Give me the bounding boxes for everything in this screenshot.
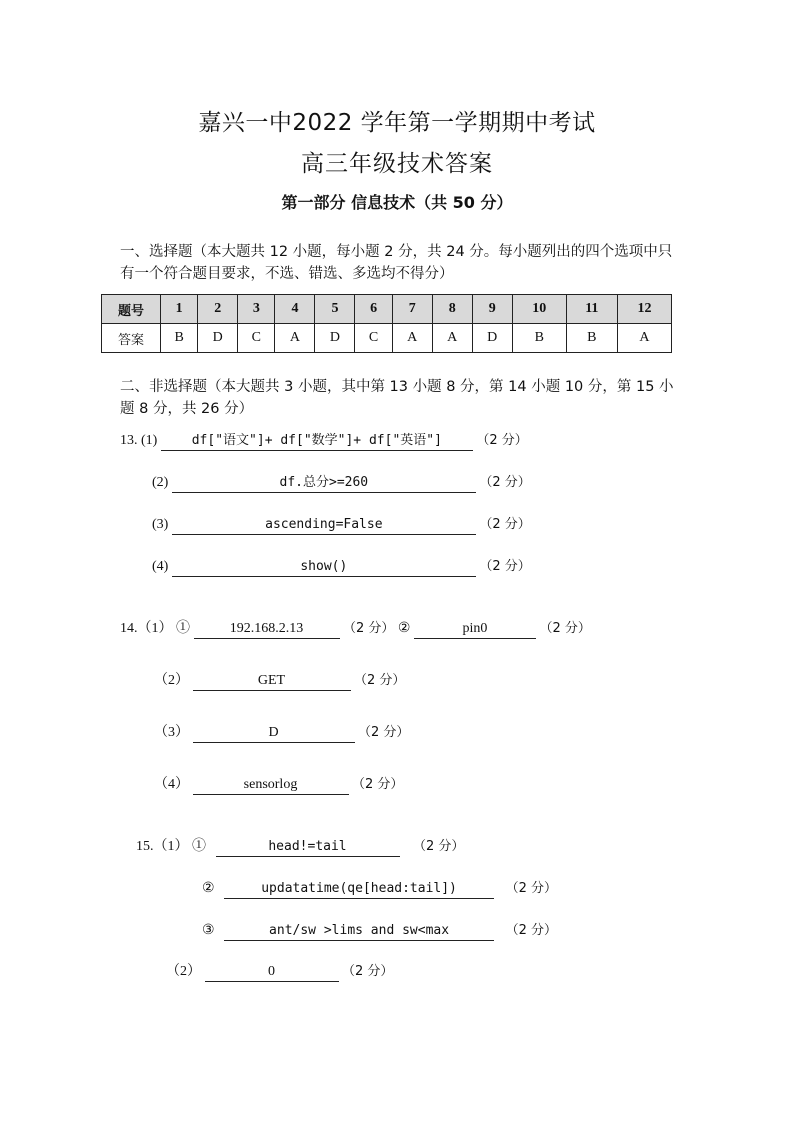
question-number: 11 <box>566 295 617 324</box>
q14-item-number: （2） <box>154 673 189 688</box>
q14-points: （2 分） <box>539 621 591 636</box>
q13-label: 13. <box>120 433 138 448</box>
question-number: 7 <box>392 295 432 324</box>
exam-subtitle: 高三年级技术答案 <box>301 151 493 177</box>
question-number: 1 <box>161 295 198 324</box>
q13-answer-1: df["语文"]+ df["数学"]+ df["英语"] <box>161 432 473 451</box>
q15-points: （2 分） <box>505 881 557 896</box>
part-heading: 第一部分 信息技术（共 50 分） <box>281 193 513 212</box>
q14-item-number: （1） <box>137 621 173 636</box>
answer-table-header-row <box>102 295 672 324</box>
q14-answer-2: GET <box>193 672 351 691</box>
q13-points: （2 分） <box>476 433 528 448</box>
q14-item-number: （3） <box>154 725 189 740</box>
q13-points: （2 分） <box>479 475 531 490</box>
answer-cell: C <box>355 324 392 353</box>
answer-cell: B <box>161 324 198 353</box>
q13-item-number: (1) <box>141 433 158 448</box>
q15-points: （2 分） <box>505 923 557 938</box>
answer-cell: A <box>432 324 472 353</box>
q13-points: （2 分） <box>479 559 531 574</box>
q15-answer-1b: updatatime(qe[head:tail]) <box>224 880 494 899</box>
q14-answer-1b: pin0 <box>414 620 536 639</box>
q15-sub-number: ③ <box>202 923 215 938</box>
question-number: 3 <box>238 295 275 324</box>
q15-label: 15. <box>136 839 154 854</box>
question-number: 9 <box>472 295 512 324</box>
question-number: 2 <box>198 295 238 324</box>
section2-heading: 二、非选择题（本大题共 3 小题，其中第 13 小题 8 分，第 14 小题 10 分，第 15 小题 8 分，共 26 分） <box>120 379 674 417</box>
question-number: 12 <box>617 295 671 324</box>
q14-points: （2 分） <box>358 725 410 740</box>
q15-answer-2: 0 <box>205 963 339 982</box>
q14-row1 <box>120 617 591 639</box>
q14-answer-1a: 192.168.2.13 <box>194 620 340 639</box>
q13-row1 <box>120 429 528 451</box>
table-answer-label: 答案 <box>102 324 161 353</box>
q14-points: （2 分） <box>343 621 395 636</box>
section1-heading: 一、选择题（本大题共 12 小题，每小题 2 分，共 24 分。每小题列出的四个选项中只有一个符合题目要求，不选、错选、多选均不得分） <box>120 244 673 282</box>
q15-row1 <box>136 835 464 857</box>
q13-item-number: (2) <box>152 475 169 490</box>
q15-row2 <box>202 877 557 899</box>
answer-cell: B <box>566 324 617 353</box>
question-number: 10 <box>512 295 566 324</box>
q14-row2 <box>154 669 405 691</box>
q14-answer-4: sensorlog <box>193 776 349 795</box>
q13-row4 <box>152 555 531 577</box>
q13-points: （2 分） <box>479 517 531 532</box>
answer-cell: A <box>392 324 432 353</box>
answer-cell: D <box>315 324 355 353</box>
q15-answer-1c: ant/sw >lims and sw<max <box>224 922 494 941</box>
q14-answer-3: D <box>193 724 355 743</box>
q15-item-number: （1） <box>153 839 189 854</box>
q15-row3 <box>202 919 557 941</box>
q14-points: （2 分） <box>352 777 404 792</box>
q14-row3 <box>154 721 409 743</box>
q15-sub-number: ① <box>192 839 206 854</box>
answer-table-answer-row <box>102 324 672 353</box>
q15-points: （2 分） <box>413 839 465 854</box>
q14-item-number: （4） <box>154 777 189 792</box>
answer-cell: D <box>198 324 238 353</box>
question-number: 4 <box>275 295 315 324</box>
question-number: 6 <box>355 295 392 324</box>
q14-points: （2 分） <box>354 673 406 688</box>
answer-cell: A <box>275 324 315 353</box>
q13-row2 <box>152 471 531 493</box>
q14-sub-number: ② <box>397 621 411 636</box>
q14-row4 <box>154 773 403 795</box>
q15-item-number: （2） <box>166 964 201 979</box>
answer-cell: C <box>238 324 275 353</box>
answer-cell: A <box>617 324 671 353</box>
table-header-label: 题号 <box>102 295 161 324</box>
q14-label: 14. <box>120 621 138 636</box>
q13-answer-3: ascending=False <box>172 516 476 535</box>
answer-table <box>101 294 672 353</box>
q15-sub-number: ② <box>202 881 215 896</box>
question-number: 5 <box>315 295 355 324</box>
q13-row3 <box>152 513 531 535</box>
q13-answer-2: df.总分>=260 <box>172 474 476 493</box>
q15-row4 <box>166 960 393 982</box>
question-number: 8 <box>432 295 472 324</box>
q13-item-number: (3) <box>152 517 169 532</box>
exam-title: 嘉兴一中2022 学年第一学期期中考试 <box>198 110 596 136</box>
q13-answer-4: show() <box>172 558 476 577</box>
answer-cell: B <box>512 324 566 353</box>
q13-item-number: (4) <box>152 559 169 574</box>
answer-cell: D <box>472 324 512 353</box>
q15-points: （2 分） <box>342 964 394 979</box>
q15-answer-1a: head!=tail <box>216 838 400 857</box>
q14-sub-number: ① <box>176 621 190 636</box>
